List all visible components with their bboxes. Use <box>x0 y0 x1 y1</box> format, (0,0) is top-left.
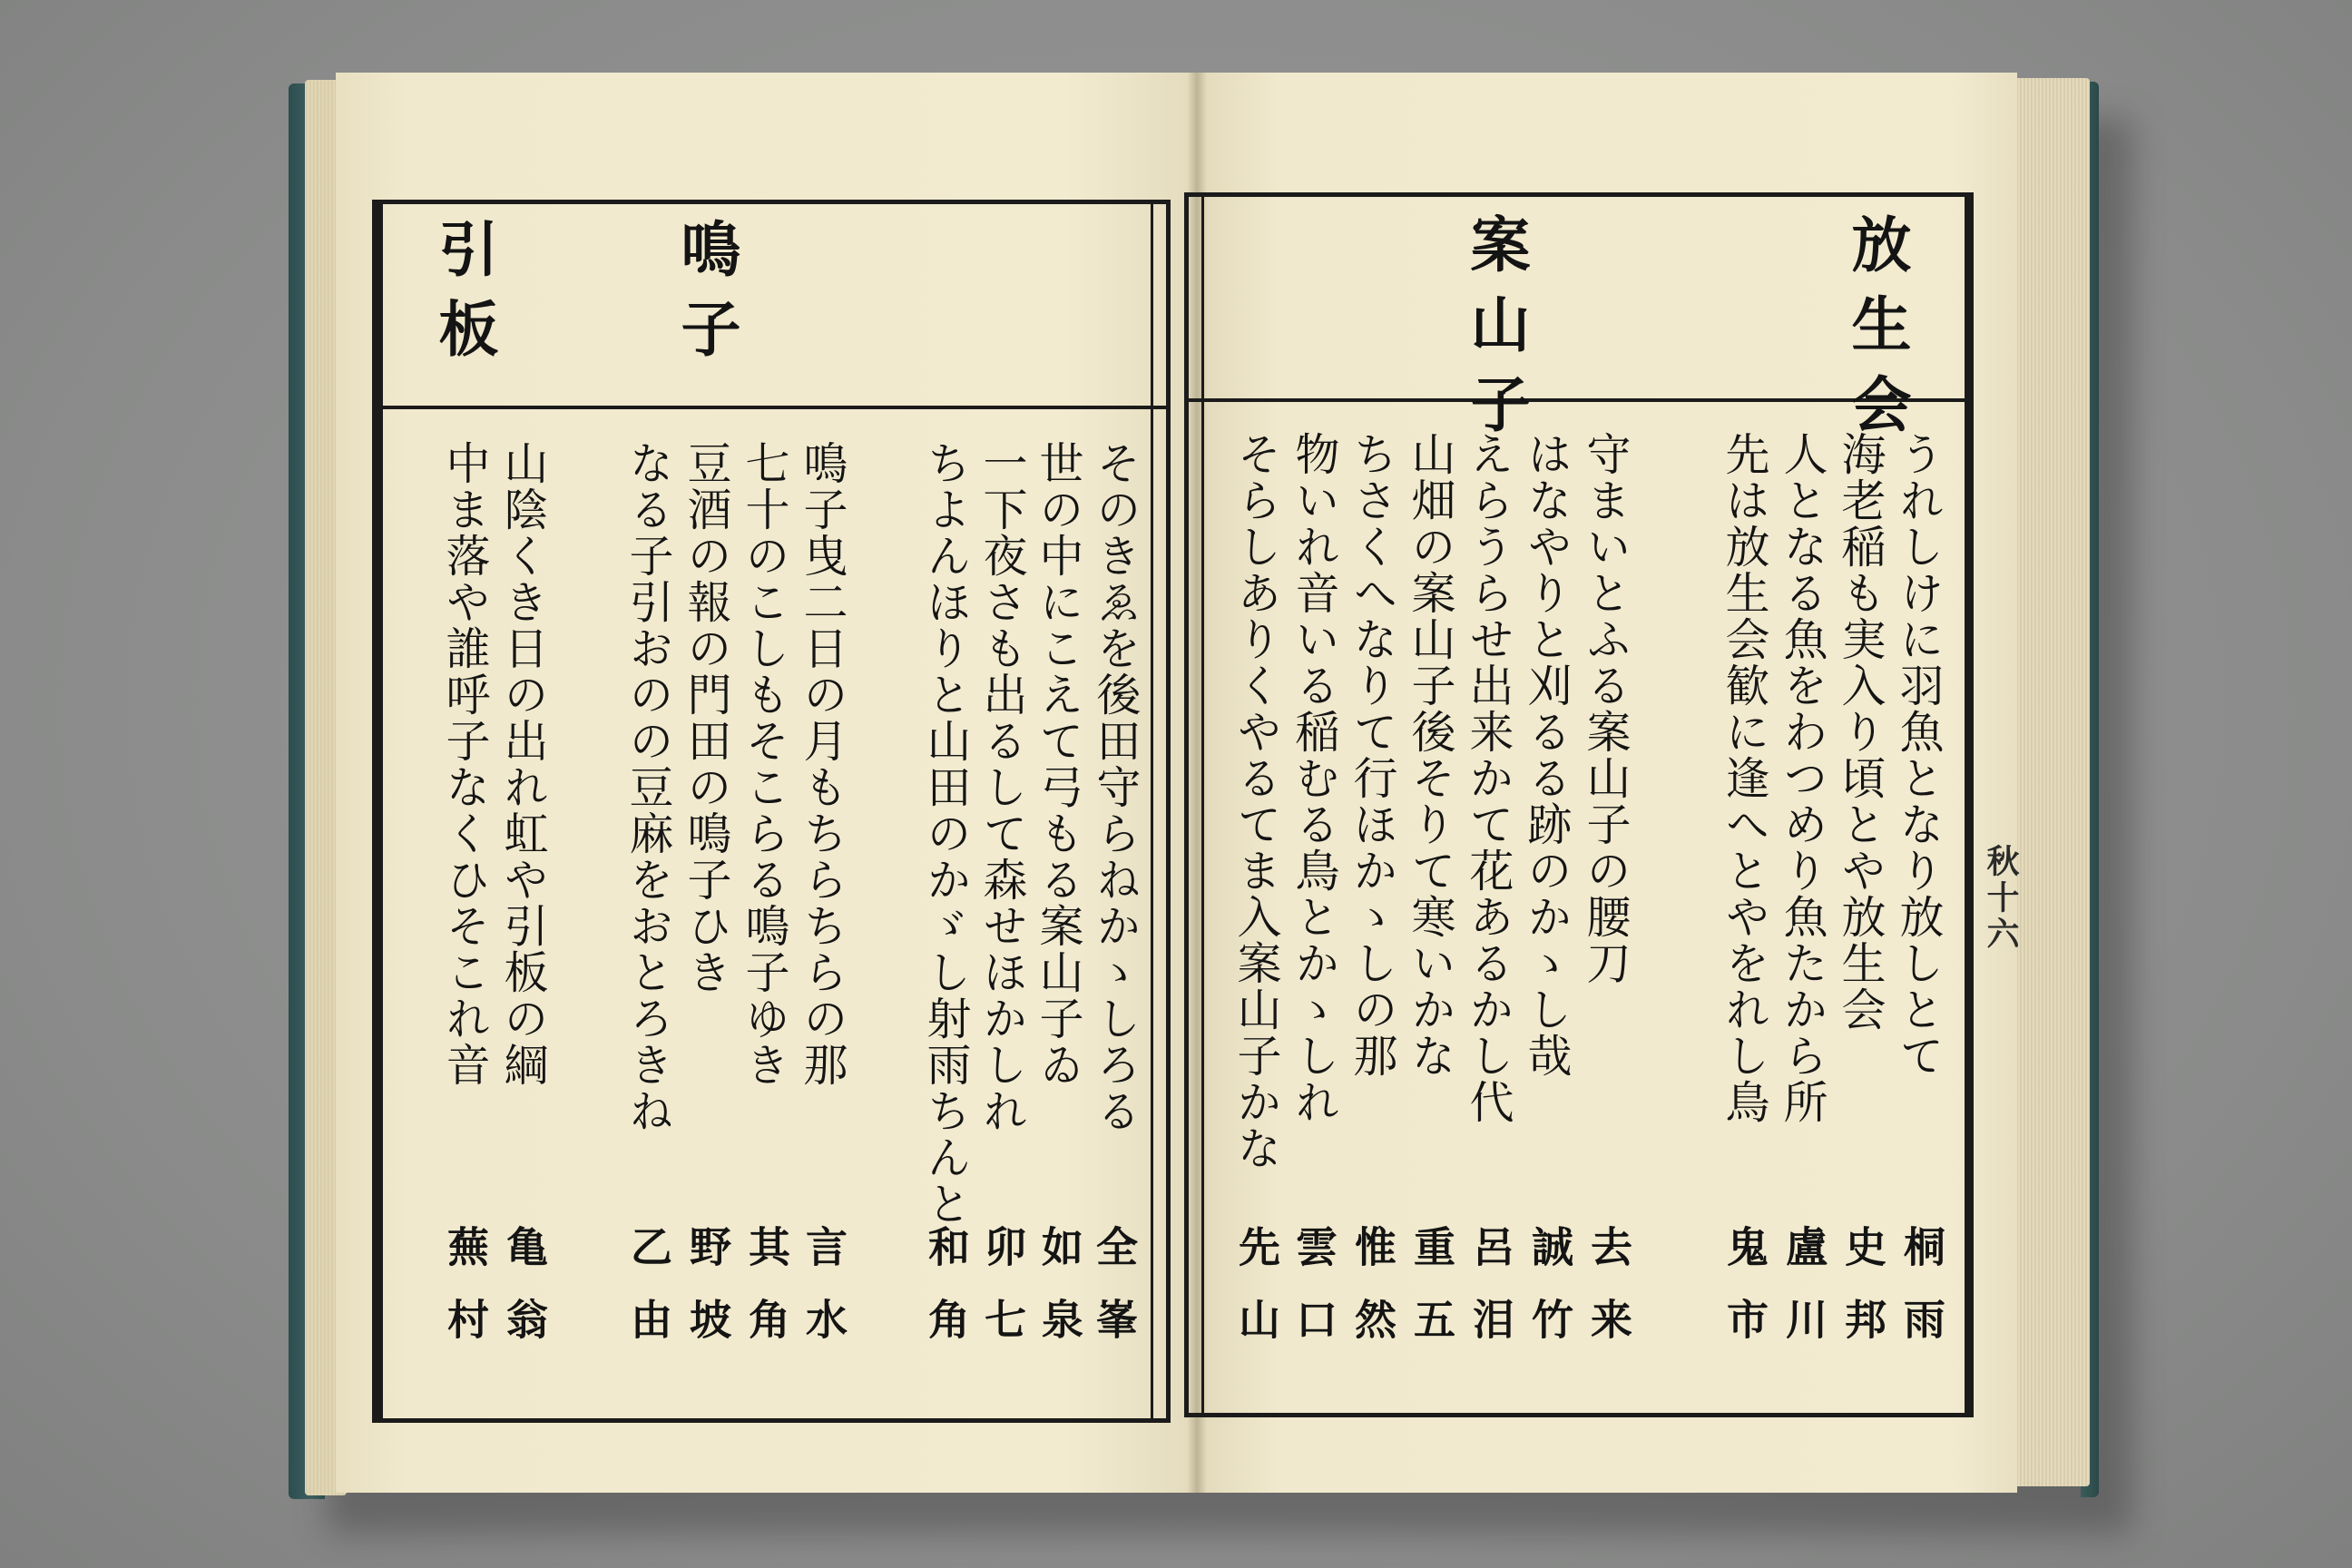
author-name: 全峯 <box>1090 1225 1139 1370</box>
poem-column: そらしありくやるてま入案山子かな <box>1230 431 1282 1171</box>
author-name: 誠竹 <box>1525 1225 1574 1370</box>
poem-column: ちさくへなりて行ほかゝしの那 <box>1347 431 1398 1079</box>
author-name: 重五 <box>1407 1225 1456 1370</box>
author-name: 野坡 <box>683 1225 732 1370</box>
poem-column: 豆酒の報の門田の鳴子ひき <box>681 440 732 995</box>
left-title-naruko: 鳴子 <box>671 218 741 377</box>
poem-column: はなやりと刈るる跡のかゝし哉 <box>1521 431 1573 1079</box>
author-name: 盧川 <box>1779 1225 1828 1370</box>
poem-column: 七十のこしもそこらる鳴子ゆき <box>739 440 790 1088</box>
author-name: 乙由 <box>624 1225 673 1370</box>
poem-column: 世の中にこえて弓もる案山子ゐ <box>1033 440 1084 1088</box>
left-title-hikita: 引板 <box>428 218 499 377</box>
poem-column: なる子引おのの豆麻をおとろきね <box>622 440 674 1134</box>
left-title-area <box>383 204 1166 409</box>
left-frame-inner-rule <box>1151 204 1153 1418</box>
author-name: 卯七 <box>978 1225 1027 1370</box>
author-name: 雲口 <box>1289 1225 1338 1370</box>
author-name: 呂泪 <box>1466 1225 1515 1370</box>
poem-column: 鳴子曳二日の月もちらちらの那 <box>797 440 848 1088</box>
poem-column: 守まいとふる案山子の腰刀 <box>1580 431 1632 986</box>
poem-column: 海老稲も実入り頃とや放生会 <box>1835 431 1886 1033</box>
page-margin-label: 秋十六 <box>1982 844 2020 953</box>
author-name: 其角 <box>742 1225 791 1370</box>
author-name: 惟然 <box>1348 1225 1397 1370</box>
poem-column: ちよんほりと山田のかゞし射雨ちんと <box>920 440 972 1227</box>
author-name: 言水 <box>799 1225 848 1370</box>
author-name: 蕪村 <box>441 1225 490 1370</box>
author-name: 鬼市 <box>1720 1225 1769 1370</box>
poem-column: 中ま落や誰呼子なくひそこれ音 <box>439 440 491 1088</box>
poem-column: 山陰くき日の出れ虹や引板の綱 <box>497 440 549 1088</box>
author-name: 先山 <box>1232 1225 1281 1370</box>
right-frame-inner-rule <box>1201 197 1204 1413</box>
poem-column: うれしけに羽魚となり放しとて <box>1893 431 1945 1079</box>
right-title-kakashi: 案山子 <box>1460 213 1531 453</box>
poem-column: えらうらせ出来かて花あるかし代 <box>1463 431 1514 1125</box>
poem-column: そのきゑを後田守らねかゝしろる <box>1090 440 1142 1134</box>
poem-column: 物いれ音いる稲むる鳥とかゝしれ <box>1289 431 1340 1125</box>
poem-column: 一下夜さも出るして森せほかしれ <box>976 440 1028 1134</box>
page-edges-right <box>2008 78 2090 1486</box>
author-name: 去来 <box>1584 1225 1633 1370</box>
poem-column: 人となる魚をわつめり魚たから所 <box>1777 431 1828 1125</box>
poem-column: 山畑の案山子後そりて寒いかな <box>1405 431 1456 1079</box>
poem-column: 先は放生会歓に逢へとやをれし鳥 <box>1719 431 1770 1125</box>
right-title-hojoe: 放生会 <box>1841 213 1912 453</box>
author-name: 如泉 <box>1035 1225 1084 1370</box>
author-name: 和角 <box>922 1225 971 1370</box>
author-name: 亀翁 <box>500 1225 549 1370</box>
author-name: 史邦 <box>1838 1225 1887 1370</box>
author-name: 桐雨 <box>1897 1225 1946 1370</box>
